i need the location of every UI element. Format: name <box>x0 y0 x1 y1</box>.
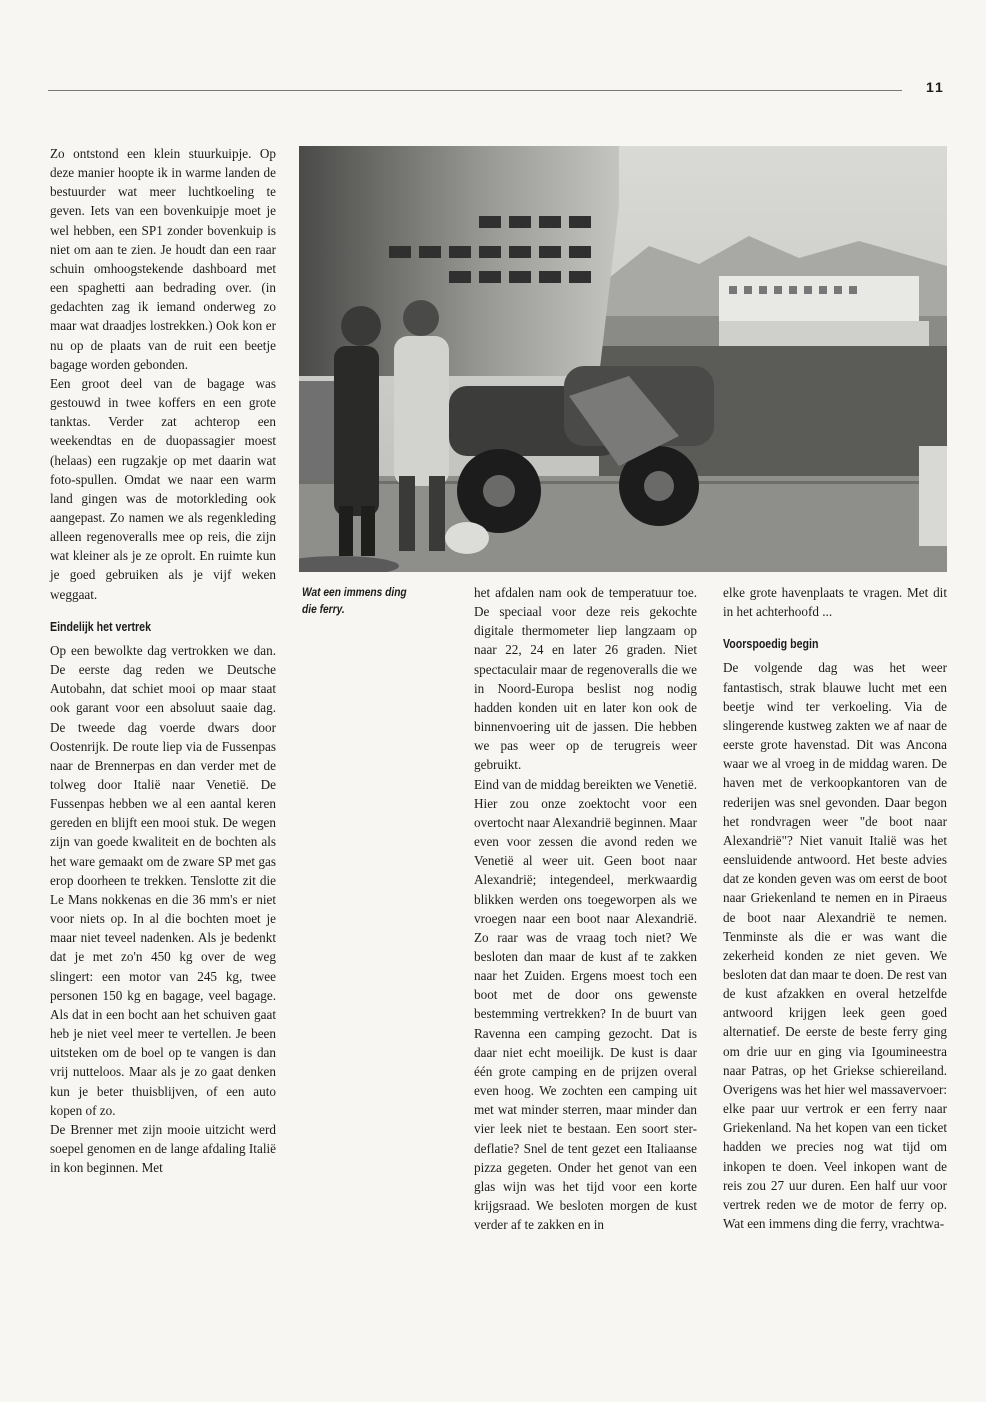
section-heading: Eindelijk het vertrek <box>50 619 151 634</box>
paragraph: Zo ontstond een klein stuurkuipje. Op deze manier hoopte ik in warme landen de bestuurder wat meer luchtkoeling te geven. Iets van een bovenkuipje moet je wel hebben, een SP1 zonder bovenkuip is niet om aan te zien. Je houdt dan een raar schuin omhoogstekende dashboard met een spaghetti aan bedrading over. (in gedachten zag ik iemand onderweg zo maar wat draadjes lostrekken.) Ook kon er nu op de plaats van de ruit een beetje bagage worden gebonden. <box>50 146 276 372</box>
paragraph: het afdalen nam ook de temperatuur toe. De speciaal voor deze reis gekochte digitale thermometer liep langzaam op naar 22, 24 en later 26 graden. Niet spectaculair maar de regenoveralls die we in Noord-Europa beslist nog nodig hadden konden uit en later kon ook de binnenvoering uit de jassen. Die hebben we pas weer op de terugreis weer gebruikt. <box>474 585 697 773</box>
paragraph: elke grote havenplaats te vragen. Met dit in het achterhoofd ... <box>723 585 947 620</box>
page-number: 11 <box>926 79 945 95</box>
text-column-4 <box>723 583 947 1233</box>
ferry-photo <box>299 146 947 572</box>
photo-caption: Wat een immens ding die ferry. <box>302 585 407 616</box>
paragraph: Een groot deel van de bagage was gestouwd in twee koffers en een grote tanktas. Verder zat achterop een weekendtas en de duopassagier moest (helaas) een rugzakje op met daarin wat foto-spullen. Omdat we naar een warm land gingen was de motorkleding ook aangepast. Zo namen we als regenkleding alleen regenoveralls mee op reis, die zijn wat kleiner als je ze oprolt. En ruimte kun je goed gebruiken als je vijf weken weggaat. <box>50 375 276 602</box>
header-rule <box>48 90 902 91</box>
text-column-3 <box>474 583 697 1234</box>
paragraph: Op een bewolkte dag vertrokken we dan. De eerste dag reden we Deutsche Autobahn, dat schiet mooi op maar staat ook garant voor een absoluut saaie dag. De tweede dag voerde dwars door Oostenrijk. De route liep via de Fussenpas naar de Brennerpas en dan verder met de tolweg door Italië naar Venetië. De Fussenpas hebben we al een aantal keren gereden en blijft een mooi stuk. De wegen zijn van goede kwaliteit en de bochten als het ware gemaakt om de zware SP met gas erop doorheen te trekken. Tenslotte zit die Le Mans nokkenas en die 36 mm's er niet voor niets op. In al die bochten moet je maar niet teveel nadenken. Als je bedenkt dat je met zo'n 450 kg over de weg slingert: een motor van 245 kg, twee personen 150 kg en bagage, veel bagage. Als dat in een bocht aan het schuiven gaat heb je niet veel meer te vertellen. Je been uitsteken om de boel op te vangen is dan vrij nutteloos. Maar als je zo gaat denken kun je beter thuisblijven, of een auto kopen of zo. <box>50 642 276 1118</box>
paragraph: Eind van de middag bereikten we Venetië. Hier zou onze zoektocht voor een overtocht naar Alexandrië beginnen. Maar even voor zessen die avond reden we Venetië al weer uit. Geen boot naar Alexandrië; integendeel, merkwaardig blikken werden ons toegeworpen als we vroegen naar een boot naar Alexandrië. Zo raar was de vraag toch niet? We besloten dan maar de kust af te zakken naar het Zuiden. Ergens moest toch een boot met de door ons gewenste bestemming vertrekken? In de buurt van Ravenna een camping gezocht. Dat is daar niet echt moeilijk. De kust is daar één grote camping en de prijzen overal even hoog. We zochten een camping uit met wat minder sterren, maar minder dan vier leek niet te bestaan. Een soort ster-deflatie? Snel de tent gezet een Italiaanse pizza gegeten. Onder het genot van een glas wijn was het tijd voor een korte krijgsraad. We besloten morgen de kust verder af te zakken en in <box>474 776 697 1233</box>
paragraph: De Brenner met zijn mooie uitzicht werd soepel genomen en de lange afdaling Italië in kon beginnen. Met <box>50 1121 276 1176</box>
paragraph: De volgende dag was het weer fantastisch, strak blauwe lucht met een beetje wind ter verkoeling. Via de slingerende kustweg zakten we af naar de eerste grote havenstad. Dit was Ancona waar we al vroeg in de middag waren. De haven met de verkoopkantoren van de rederijen was snel gevonden. Daar begon het rondvragen weer "de boot naar Alexandrië"? Niet vanuit Italië was het eensluidende antwoord. Het beste advies dat ze konden geven was om eerst de boot naar Griekenland te nemen en in Piraeus de boot naar Alexandrië te nemen. Tenminste als die er was want die zekerheid konden ze niet geven. We besloten dat dan maar te doen. De rest van de kust afzakken en overal hetzelfde antwoord krijgen leek geen goed alternatief. De eerste de beste ferry ging om drie uur en ging via Igoumineestra naar Patras, op het Griekse schiereiland. Overigens was het hier wel massavervoer: elke paar uur vertrok er een ferry naar Griekenland. Na het kopen van een ticket hadden we precies nog wat tijd om inkopen te doen. Veel inkopen want de reis zou 27 uur duren. Een half uur voor vertrek reden we de motor de ferry op. Wat een immens ding die ferry, vrachtwa- <box>723 660 947 1231</box>
section-heading: Voorspoedig begin <box>723 637 819 652</box>
text-column-1 <box>50 144 276 1177</box>
